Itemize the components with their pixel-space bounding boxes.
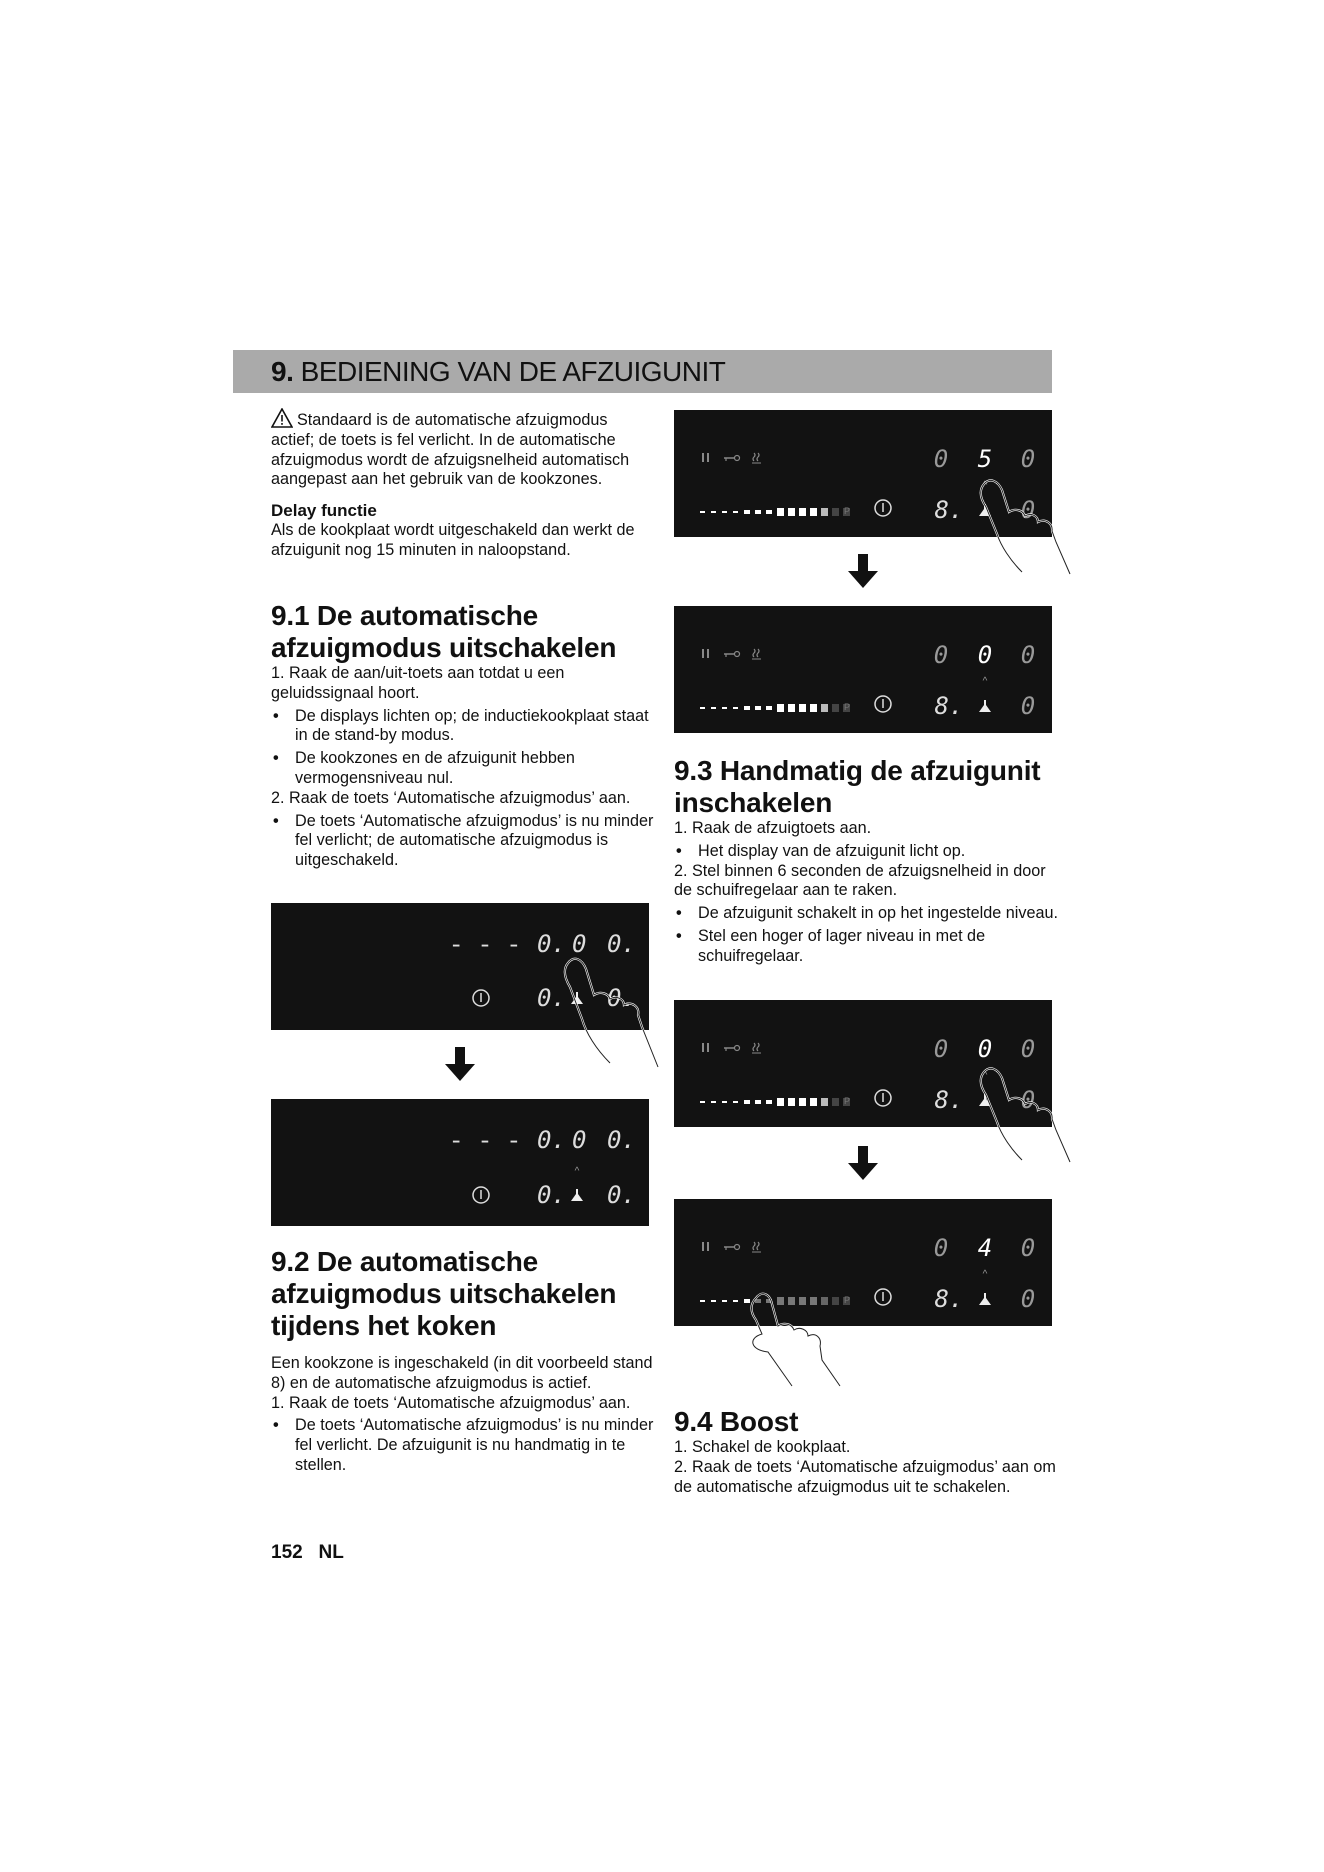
power-icon [473,990,489,1006]
slider-segment [755,510,761,514]
heat-waves-icon [752,1043,761,1053]
page-number: 152 [271,1542,303,1563]
s92-step1: 1. Raak de toets ‘Automatische afzuigmodus’ aan. [271,1393,631,1412]
caret-indicator: ^ [574,1166,580,1177]
slider-p-label: P [844,1096,851,1106]
section-title: 9. BEDIENING VAN DE AFZUIGUNIT [271,356,726,387]
panel-digit: 0. [607,984,636,1012]
panel-digit: 0. [607,1126,636,1154]
s93-bullet1: • Het display van de afzuigunit licht op. [676,841,966,860]
power-icon [875,1090,891,1106]
control-panel-left-2 [271,1099,649,1226]
slider-segment [711,707,716,709]
slider-p-label: P [844,1295,851,1305]
s91-bullet3: • De toets ‘Automatische afzuigmodus’ is nu minder fel verlicht; de automatische afzuigmodus is uitgeschakeld. [273,811,654,870]
slider-p-label: P [844,506,851,516]
section-header-bar [233,350,1052,393]
lock-key-icon [724,1046,740,1052]
lock-key-icon [724,456,740,462]
caret-indicator: ^ [982,1269,988,1280]
caret-indicator: ^ [982,676,988,687]
slider-segment [733,511,738,513]
panel-digit: 0 [1020,1086,1036,1114]
s92-text: Een kookzone is ingeschakeld (in dit voorbeeld stand 8) en de automatische afzuigmodus is actief. [271,1354,653,1392]
slider-segment [810,704,817,712]
s93-step1: 1. Raak de afzuigtoets aan. [674,819,872,837]
panel-dashes: - - - [449,1129,522,1156]
panel-digit: 0 [1020,445,1036,473]
slider-segment [832,1098,839,1106]
down-arrow-icon [848,1146,878,1180]
slider-segment [777,1098,784,1106]
slider-segment [700,707,705,709]
finger-pointer-icon [560,955,670,1070]
panel-digit: 0 [933,445,949,473]
control-panel-right-2 [674,606,1052,733]
panel-digit: 0 [1020,496,1036,524]
slider-segment [700,1300,705,1302]
slider-segment [788,704,795,712]
heat-waves-icon [752,649,761,659]
slider-segment [755,1100,761,1104]
s94-step2: 2. Raak de toets ‘Automatische afzuigmodus’ aan om de automatische afzuigmodus uit te schakelen. [674,1457,1056,1496]
panel-digit: 0. [537,1126,566,1154]
slider-segment [722,707,727,709]
section-9-2-title: 9.2 De automatische afzuigmodus uitschakelen tijdens het koken [271,1246,617,1341]
hood-fan-icon [571,1189,583,1201]
down-arrow-icon [848,554,878,588]
panel-digit: 0 [933,641,949,669]
hood-fan-icon [979,1293,991,1305]
panel-digit: 5 [977,445,993,473]
slider-segment [744,706,750,710]
pause-icon [702,453,709,462]
down-arrow-icon [445,1047,475,1081]
power-icon [875,696,891,712]
slider-segment [700,511,705,513]
slider-segment [766,510,772,514]
warning-paragraph: Standaard is de automatische afzuigmodus actief; de toets is fel verlicht. In de automatische afzuigmodus wordt de afzuigsnelheid automatisch aangepast aan het gebruik van de kookzones. [271,408,655,490]
panel-digit: 0 [933,1234,949,1262]
control-panel-right-4 [674,1199,1052,1326]
heat-waves-icon [752,453,761,463]
panel-digit: 0. [537,1181,566,1209]
s93-bullet2: • De afzuigunit schakelt in op het ingestelde niveau. [676,904,1058,923]
s91-step2: 2. Raak de toets ‘Automatische afzuigmodus’ aan. [271,788,631,807]
slider-segment [722,511,727,513]
slider-segment [733,707,738,709]
slider-segment [799,508,806,516]
section-9-4 [674,1406,1064,1497]
s91-step1: 1. Raak de aan/uit-toets aan totdat u een geluidssignaal hoort. [271,664,565,702]
warning-icon [271,408,293,428]
power-icon [473,1187,489,1203]
slider-segment [722,1101,727,1103]
panel-digit: 0 [977,641,993,669]
caret-indicator: ^ [982,480,988,491]
slider-segment [711,1101,716,1103]
panel-digit: 0 [1020,1285,1036,1313]
panel-digit: 0 [1020,1035,1036,1063]
slider-segment [821,1098,828,1106]
panel-digit: 0 [933,1035,949,1063]
heat-waves-icon [752,1242,761,1252]
slider-segment [755,706,761,710]
panel-digit: 4 [977,1234,993,1262]
panel-digit: 8. [934,1086,964,1114]
section-9-3-title: 9.3 Handmatig de afzuigunit inschakelen [674,755,1041,818]
slider-segment [733,1101,738,1103]
panel-digit: 8. [934,692,964,720]
delay-heading: Delay functie [271,501,377,521]
section-9-4-title: 9.4 Boost [674,1406,799,1437]
slider-segment [832,508,839,516]
finger-pointer-icon [744,1290,854,1390]
panel-digit: 0 [572,930,587,958]
panel-digit: 0. [537,930,566,958]
slider-segment [766,1100,772,1104]
section-9-2 [271,1246,655,1476]
slider-segment [700,1101,705,1103]
power-icon [875,1289,891,1305]
section-9-1 [271,600,655,871]
page-footer [271,1542,344,1564]
slider-segment [722,1300,727,1302]
slider-segment [810,1098,817,1106]
hood-fan-icon [979,700,991,712]
section-9-3 [674,755,1064,967]
slider-segment [733,1300,738,1302]
s91-bullet2: • De kookzones en de afzuigunit hebben vermogensniveau nul. [273,749,575,787]
slider-segment [821,704,828,712]
s93-step2: 2. Stel binnen 6 seconden de afzuigsnelheid in door de schuifregelaar aan te raken. [674,861,1046,900]
pause-icon [702,649,709,658]
slider-segment [744,1100,750,1104]
slider-segment [777,704,784,712]
delay-text: Als de kookplaat wordt uitgeschakeld dan werkt de afzuigunit nog 15 minuten in naloopstand. [271,521,635,559]
panel-digit: 8. [934,1285,964,1313]
lock-key-icon [724,652,740,658]
panel-digit: 0 [572,1126,587,1154]
caret-indicator: ^ [982,1070,988,1081]
panel-digit: 0 [1020,641,1036,669]
pause-icon [702,1043,709,1052]
panel-digit: 0 [1020,692,1036,720]
slider-segment [744,510,750,514]
page-language: NL [318,1542,344,1563]
power-icon [875,500,891,516]
panel-digit: 0. [607,1181,636,1209]
slider-segment [810,508,817,516]
slider-segment [766,706,772,710]
finger-pointer-icon [976,1066,1076,1166]
intro-block [271,408,655,561]
finger-pointer-icon [976,478,1076,578]
slider-segment [832,704,839,712]
section-9-1-title: 9.1 De automatische afzuigmodus uitschakelen [271,600,617,663]
panel-digit: 8. [934,496,964,524]
slider-segment [799,704,806,712]
panel-digit: 0 [977,1035,993,1063]
slider-segment [777,508,784,516]
slider-segment [711,1300,716,1302]
slider-segment [788,1098,795,1106]
slider-segment [799,1098,806,1106]
pause-icon [702,1242,709,1251]
s91-bullet1: • De displays lichten op; de inductiekookplaat staat in de stand-by modus. [273,706,649,745]
lock-key-icon [724,1245,740,1251]
s93-bullet3: • Stel een hoger of lager niveau in met de schuifregelaar. [676,926,986,965]
s94-step1: 1. Schakel de kookplaat. [674,1438,851,1456]
slider-segment [821,508,828,516]
s92-bullet1: • De toets ‘Automatische afzuigmodus’ is nu minder fel verlicht. De afzuigunit is nu handmatig in te stellen. [273,1416,654,1474]
slider-p-label: P [844,702,851,712]
panel-digit: 0. [607,930,636,958]
panel-digit: 0 [1020,1234,1036,1262]
slider-segment [788,508,795,516]
slider-segment [711,511,716,513]
panel-digit: 0. [537,984,566,1012]
panel-dashes: - - - [449,933,522,960]
